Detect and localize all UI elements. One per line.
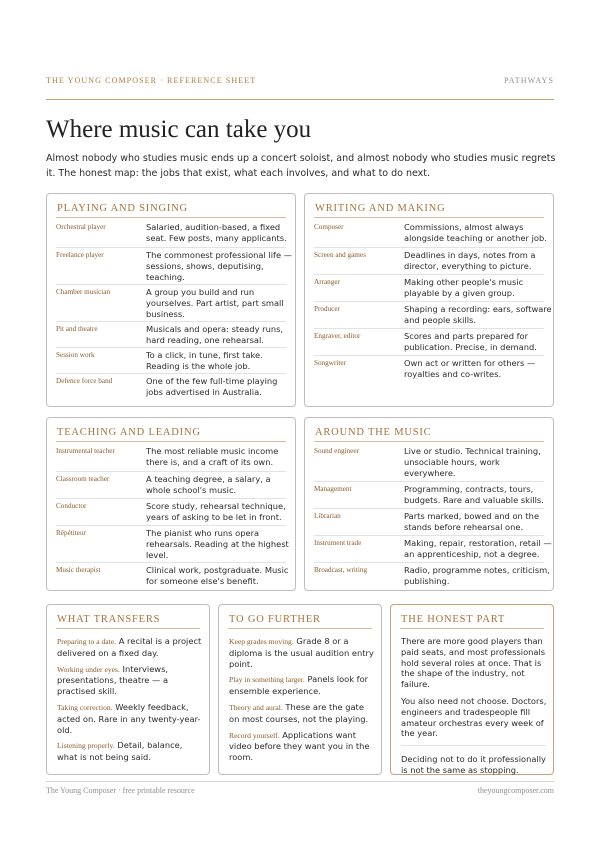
role-label: Broadcast, writing (314, 566, 368, 574)
role-label: Instrumental teacher (56, 447, 115, 455)
footer-left: The Young Composer · free printable resource (46, 786, 195, 795)
item-lead: Keep grades moving. (229, 637, 294, 646)
role-description: Radio, programme notes, criticism, publishing. (404, 565, 550, 586)
list-item (57, 702, 203, 735)
honest-paragraph: There are more good players than paid seats, and most professionals hold several roles at once. That is the shape of the industry, not failure. (401, 636, 546, 690)
role-label: Engraver, editor (314, 332, 361, 340)
role-label: Music therapist (56, 566, 101, 574)
card-playing-singing (46, 193, 296, 407)
role-description: A group you build and run yourselves. Part artist, part small business. (146, 287, 284, 319)
role-description: Programming, contracts, tours, budgets. Rare and valuable skills. (404, 484, 544, 505)
honest-divider (401, 745, 546, 746)
role-label: Conductor (56, 502, 87, 510)
header-right: PATHWAYS (503, 76, 554, 85)
card-heading-rule (228, 628, 372, 629)
role-label: Management (314, 485, 352, 493)
list-item (229, 674, 375, 697)
header-divider (46, 99, 554, 100)
footer-divider (46, 781, 554, 782)
table-row (56, 220, 286, 246)
role-label: Instrument trade (314, 539, 362, 547)
table-row (314, 247, 544, 273)
list-item (57, 664, 203, 697)
table-row (56, 562, 289, 588)
table-row (56, 347, 286, 372)
role-description: Making other people's music playable by a given group. (404, 277, 524, 298)
role-label: Sound engineer (314, 447, 359, 455)
item-lead: Taking correction. (57, 702, 113, 712)
table-row (56, 525, 289, 561)
role-label: Producer (314, 305, 340, 313)
table-row (314, 328, 544, 354)
card-heading: PLAYING AND SINGING (57, 203, 188, 214)
card-heading-rule (314, 441, 544, 442)
role-label: Songwriter (314, 359, 346, 367)
role-description: Salaried, audition-based, a fixed seat. Few posts, many applicants. (146, 222, 287, 243)
role-description: The pianist who runs opera rehearsals. Reading at the highest level. (146, 528, 289, 560)
role-label: Orchestral player (56, 223, 106, 231)
card-heading: WHAT TRANSFERS (57, 614, 161, 625)
card-heading: TEACHING AND LEADING (57, 427, 201, 438)
role-description: Parts marked, bowed and on the stands before rehearsal one. (404, 511, 540, 532)
item-text: Interviews, presentations, theatre — a practised skill. (57, 663, 169, 697)
card-heading: THE HONEST PART (401, 614, 506, 625)
page-title: Where music can take you (46, 116, 312, 143)
table-row (56, 471, 286, 497)
card-heading-rule (56, 628, 200, 629)
card-heading: TO GO FURTHER (229, 614, 321, 625)
item-lead: Play in something larger. (229, 675, 305, 685)
honest-text (401, 636, 547, 782)
role-label: Composer (314, 223, 344, 231)
card-honest-part (390, 604, 554, 775)
role-description: The most reliable music income there is, and a craft of its own. (146, 446, 279, 467)
item-lead: Working under eyes. (57, 664, 120, 674)
role-label: Screen and games (314, 251, 366, 259)
table-row (314, 508, 544, 534)
table-row (314, 562, 550, 588)
table-row (56, 444, 286, 470)
table-row (314, 444, 544, 480)
role-description: Making, repair, restoration, retail — an apprenticeship, not a degree. (404, 538, 552, 559)
table-row (314, 355, 544, 381)
role-description: One of the few full-time playing jobs advertised in Australia. (146, 376, 278, 397)
footer-link[interactable]: theyoungcomposer.com (477, 786, 554, 795)
transfers-list (57, 636, 203, 768)
table-row (314, 301, 552, 327)
role-label: Arranger (314, 278, 340, 286)
role-description: Live or studio. Technical training, unsociable hours, work everywhere. (404, 446, 541, 478)
card-writing-making (304, 193, 554, 407)
item-text: These are the gate on most courses, not the playing. (229, 701, 369, 724)
role-label: Librarian (314, 512, 341, 520)
item-lead: Record yourself. (229, 730, 280, 740)
role-description: Shaping a recording: ears, software and people skills. (404, 304, 552, 325)
table-row (56, 321, 286, 346)
list-item (57, 636, 203, 659)
role-label: Classroom teacher (56, 475, 110, 483)
role-label: Session work (56, 351, 95, 359)
role-description: A teaching degree, a salary, a whole school's music. (146, 474, 271, 495)
role-description: Commissions, almost always alongside teaching or another job. (404, 222, 547, 243)
list-item (229, 702, 375, 725)
table-row (314, 481, 544, 507)
card-heading: WRITING AND MAKING (315, 203, 446, 214)
intro-paragraph: Almost nobody who studies music ends up a concert soloist, and almost nobody who studies music regrets it. The honest map: the jobs that exist, what each involves, and what to do next. (46, 153, 556, 179)
list-item (229, 636, 375, 669)
header-left: THE YOUNG COMPOSER · REFERENCE SHEET (46, 76, 257, 85)
role-description: Deadlines in days, notes from a director, everything to picture. (404, 250, 536, 271)
item-lead: Preparing to a date. (57, 637, 117, 646)
role-description: Scores and parts prepared for publication. Precise, in demand. (404, 331, 537, 352)
card-heading-rule (400, 628, 544, 629)
table-row (314, 535, 552, 561)
role-description: Score study, rehearsal technique, years of asking to be let in front. (146, 501, 286, 522)
honest-paragraph: Deciding not to do it professionally is not the same as stopping. (401, 754, 546, 775)
card-to-go-further (218, 604, 382, 775)
table-row (56, 498, 286, 524)
card-heading-rule (56, 217, 286, 218)
further-list (229, 636, 375, 768)
table-row (56, 247, 293, 283)
table-row (56, 284, 286, 320)
item-text: Detail, balance, what is not being said. (57, 740, 183, 763)
card-around-music (304, 417, 554, 591)
item-lead: Listening properly. (57, 741, 115, 751)
card-heading: AROUND THE MUSIC (315, 427, 432, 438)
table-row (56, 373, 286, 398)
item-text: A recital is a project delivered on a fixed day. (57, 636, 202, 658)
table-row (314, 274, 544, 300)
item-text: Grade 8 or a diploma is the usual audition entry point. (229, 636, 374, 669)
role-description: To a click, in tune, first take. Reading is the whole job. (146, 350, 263, 371)
item-lead: Theory and aural. (229, 702, 283, 712)
role-label: Chamber musician (56, 288, 111, 296)
list-item (229, 730, 375, 763)
role-label: Freelance player (56, 251, 104, 259)
card-heading-rule (314, 217, 544, 218)
list-item (57, 740, 203, 763)
role-label: Répétiteur (56, 529, 86, 537)
card-what-transfers (46, 604, 210, 775)
item-text: Applications want video before they want you in the room. (229, 729, 370, 763)
card-teaching-leading (46, 417, 296, 591)
honest-paragraph: You also need not choose. Doctors, engineers and tradespeople fill amateur orchestras every week of the year. (401, 695, 547, 739)
item-text: Panels look for ensemble experience. (229, 674, 369, 697)
table-row (314, 220, 547, 246)
role-description: Own act or written for others — royalties and co-writes. (404, 358, 536, 379)
role-label: Pit and theatre (56, 325, 98, 333)
card-heading-rule (56, 441, 286, 442)
item-text: Weekly feedback, acted on. Rare in any twenty-year-old. (57, 701, 201, 735)
role-label: Defence force band (56, 377, 113, 385)
role-description: The commonest professional life — sessions, shows, deputising, teaching. (146, 250, 293, 282)
header-bar (46, 76, 554, 86)
role-description: Musicals and opera: steady runs, hard reading, one rehearsal. (146, 324, 284, 345)
role-description: Clinical work, postgraduate. Music for someone else's benefit. (146, 565, 289, 586)
